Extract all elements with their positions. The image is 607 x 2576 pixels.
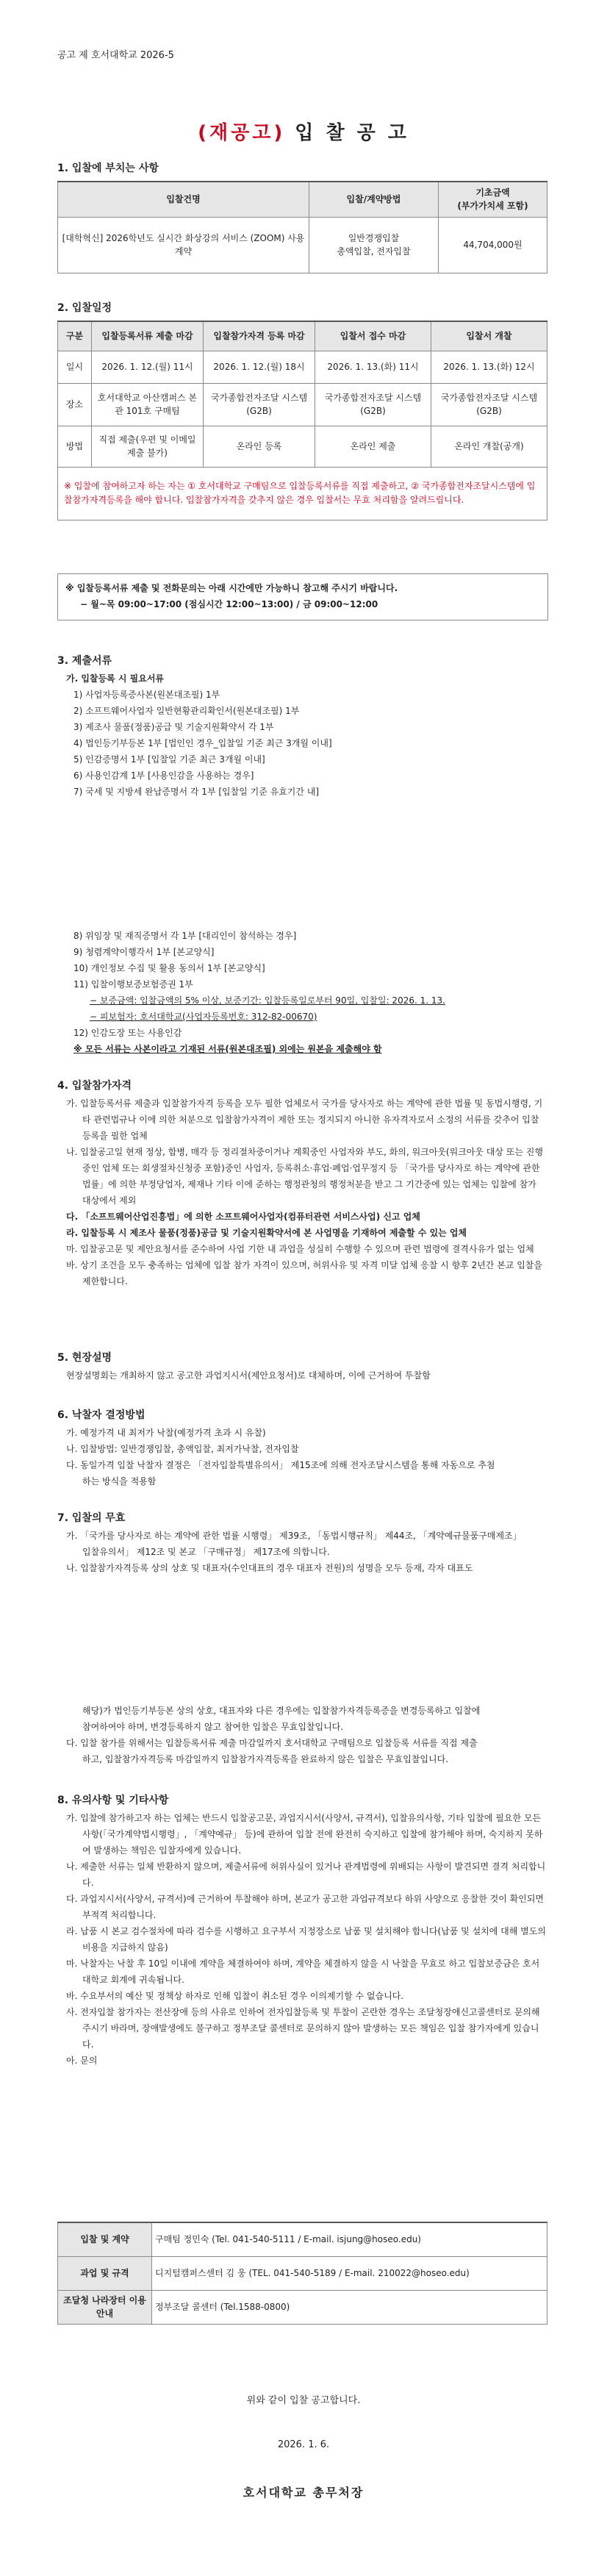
section-4-heading: 4. 입찰참가자격 — [57, 1080, 132, 1092]
list-item: 6) 사용인감계 1부 [사용인감을 사용하는 경우] — [73, 770, 254, 781]
list-item: 7) 국세 및 지방세 완납증명서 각 1부 [입찰일 기준 유효기간 내] — [73, 787, 320, 797]
list-item: 11) 입찰이행보증보험증권 1부 — [73, 979, 193, 990]
issuer-signature: 호서대학교 총무처장 — [243, 2486, 364, 2500]
note-item: 나. 제출한 서류는 일체 반환하지 않으며, 제출서류에 허위사실이 있거나 관계법령에 위배되는 사항이 발견되면 결격 처리합니다. — [66, 1861, 546, 1888]
list-item: 10) 개인정보 수집 및 활용 동의서 1부 [본교양식] — [73, 963, 265, 973]
winner-selection: 가. 예정가격 내 최저가 낙찰(예정가격 초과 시 유찰) 나. 입찰방법: 일반경쟁입찰, 총액입찰, 최저가낙찰, 전자입찰 다. 동일가격 입찰 낙찰자 결정은 「전자입찰특별유의서」 제15조에 의해 전자조달시스템을 통해 자동으로 추첨 하는 방식을 적용함 — [66, 1428, 495, 1486]
section-7-heading: 7. 입찰의 무효 — [57, 1512, 126, 1524]
note-item: 사. 전자입찰 참가자는 전산장애 등의 사유로 인하여 전자입찰등록 및 투찰이 곤란한 경우는 조달청장애신고콜센터로 문의해 주시기 바라며, 장애발생에도 불구하고 정부조달 콜센터로 문의하지 않아 발생하는 모든 책임은 입찰 참가자에게 있습니다. — [66, 2007, 540, 2050]
list-item: 5) 인감증명서 1부 [입찰일 기준 최근 3개월 이내] — [73, 754, 265, 765]
table-row: 장소 호서대학교 아산캠퍼스 본관 101호 구매팀 국가종합전자조달 시스템(G2B) 국가종합전자조달 시스템(G2B) 국가종합전자조달 시스템(G2B) — [58, 383, 547, 426]
page-title — [0, 118, 607, 145]
list-item: 9) 청렴계약이행각서 1부 [본교양식] — [73, 947, 215, 957]
contact-hours-box — [57, 573, 548, 620]
contact-hours-note: ※ 입찰등록서류 제출 및 전화문의는 아래 시간에만 가능하니 참고해 주시기 바랍니다. — [65, 583, 398, 593]
title-reannouncement: (재공고) — [198, 122, 286, 144]
table-row: 조달청 나라장터 이용안내 정부조달 콜센터 (Tel.1588-0800) — [58, 2290, 547, 2324]
eligibility — [57, 1095, 547, 1289]
section-8-heading: 8. 유의사항 및 기타사항 — [57, 1795, 169, 1806]
table-row: 방법 직접 제출(우편 및 이메일 제출 불가) 온라인 등록 온라인 제출 온라인 개찰(공개) — [58, 426, 547, 467]
col-submission-deadline: 입찰서 접수 마감 — [315, 321, 431, 351]
list-item: 12) 인감도장 또는 사용인감 — [73, 1028, 182, 1038]
note-item: 라. 납품 시 본교 검수절차에 따라 검수를 시행하고 요구부서 지정장소로 납품 및 설치해야 합니다(납품 및 설치에 대해 별도의 비용을 지급하지 않음) — [66, 1926, 546, 1953]
contact-hours-times: − 월~목 09:00~17:00 (점심시간 12:00~13:00) / 금 09:00~12:00 — [80, 599, 378, 609]
schedule-table — [57, 321, 547, 520]
section-3-heading: 3. 제출서류 — [57, 655, 112, 667]
schedule-warning: ※ 입찰에 참여하고자 하는 자는 ① 호서대학교 구매팀으로 입찰등록서류를 직접 제출하고, ② 국가종합전자조달시스템에 입찰참가자격등록을 해야 합니다. 입찰참가자격을 갖추지 않은 경우 입찰서는 무효 처리함을 알려드립니다. — [58, 467, 547, 520]
table-row: 입찰 및 계약 구매팀 정민숙 (Tel. 041-540-5111 / E-mail. isjung@hoseo.edu) — [58, 2222, 547, 2256]
bid-item-table — [57, 181, 547, 273]
note-item: 다. 과업지시서(사양서, 규격서)에 근거하여 투찰해야 하며, 본교가 공고한 과업규격보다 하위 사양으로 응찰한 것이 확인되면 부적격 처리합니다. — [66, 1894, 544, 1920]
list-item: 1) 사업자등록증사본(원본대조필) 1부 — [73, 690, 220, 700]
eligibility-item: 마. 입찰공고문 및 제안요청서를 준수하여 사업 기한 내 과업을 성실히 수행할 수 있으며 관련 법령에 결격사유가 없는 업체 — [66, 1244, 534, 1254]
col-category: 구분 — [58, 321, 92, 351]
section-1-heading: 1. 입찰에 부치는 사항 — [57, 162, 159, 174]
bid-name-value: [대학혁신] 2026학년도 실시간 화상강의 서비스 (ZOOM) 사용 계약 — [58, 217, 309, 273]
original-documents-note: ※ 모든 서류는 사본이라고 기재된 서류(원본대조필) 외에는 원본을 제출해야 함 — [73, 1044, 382, 1054]
table-row: 일시 2026. 1. 12.(월) 11시 2026. 1. 12.(월) 18시 2026. 1. 13.(화) 11시 2026. 1. 13.(화) 12시 — [58, 351, 547, 383]
col-bid-method: 입찰/계약방법 — [309, 182, 439, 217]
eligibility-item: 라. 입찰등록 시 제조사 물품(정품)공급 및 기술지원확약서에 본 사업명을 기재하여 제출할 수 있는 업체 — [66, 1228, 467, 1238]
list-item: 8) 위임장 및 재직증명서 각 1부 [대리인이 참석하는 경우] — [73, 931, 297, 941]
list-item: 4) 법인등기부등본 1부 [법인인 경우_입찰일 기준 최근 3개월 이내] — [73, 738, 332, 748]
required-documents-continued — [57, 928, 547, 1057]
note-item: 마. 낙찰자는 낙찰 후 10일 이내에 계약을 체결하여야 하며, 계약을 체결하지 않을 시 낙찰을 무효로 하고 입찰보증금은 호서대학교 회계에 귀속됩니다. — [66, 1958, 540, 1985]
contact-table — [57, 2222, 547, 2325]
bond-insured: − 피보험자: 호서대학교(사업자등록번호: 312-82-00670) — [90, 1012, 317, 1022]
base-price-value: 44,704,000원 — [439, 217, 547, 273]
table-row: 과업 및 규격 디지털캠퍼스센터 김 웅 (TEL. 041-540-5189 / E-mail. 210022@hoseo.edu) — [58, 2256, 547, 2290]
title-main: 입 찰 공 고 — [285, 122, 409, 144]
col-doc-deadline: 입찰등록서류 제출 마감 — [92, 321, 204, 351]
list-item: 2) 소프트웨어사업자 일반현황관리확인서(원본대조필) 1부 — [73, 706, 300, 716]
note-item: 가. 입찰에 참가하고자 하는 업체는 반드시 입찰공고문, 과업지시서(사양서, 규격서), 입찰유의사항, 기타 입찰에 필요한 모든 사항(「국가계약법시행령」, 「계약예규」 등)에 관하여 입찰 전에 완전히 숙지하고 입찰에 참가해야 하며, 숙지하지 못하여 발생하는 책임은 입찰자에게 있습니다. — [66, 1813, 543, 1856]
col-base-price: 기초금액 (부가가치세 포함) — [439, 182, 547, 217]
inquiry-heading: 아. 문의 — [66, 2056, 98, 2066]
list-item: 3) 제조사 물품(정품)공급 및 기술지원확약서 각 1부 — [73, 722, 274, 732]
eligibility-item: 나. 입찰공고일 현재 정상, 합병, 매각 등 정리절차중이거나 계획중인 사업자와 부도, 화의, 워크아웃(워크아웃 대상 또는 진행중인 업체 또는 회생절차신청중 포함)중인 사업자, 등록취소·휴업·폐업·업무정지 등 「국가를 당사자로 하는 계약에 관한 법률」에 의한 부정당업자, 제재나 기타 이에 준하는 행정관청의 행정처분을 받고 그 기간중에 있는 업체는 입찰에 참가 대상에서 제외 — [66, 1147, 543, 1206]
col-bid-name: 입찰건명 — [58, 182, 309, 217]
notes — [57, 1810, 547, 2069]
invalid-bid-continued: 해당)가 법인등기부등본 상의 상호, 대표자와 다른 경우에는 입찰참가자격등록증을 변경등록하고 입찰에 참여하여야 하며, 변경등록하지 않고 참여한 입찰은 무효입찰입니다. 다. 입찰 참가를 위해서는 입찰등록서류 제출 마감일까지 호서대학교 구매팀으로 입찰등록 서류를 직접 제출 하고, 입찰참가자격등록 마감일까지 입찰참가자격등록을 완료하지 않은 입찰은 무효입찰입니다. — [66, 1706, 481, 1764]
section-5-heading: 5. 현장설명 — [57, 1352, 112, 1364]
required-documents — [57, 670, 547, 800]
section-2-heading: 2. 입찰일정 — [57, 302, 112, 314]
invalid-bid: 가. 「국가를 당사자로 하는 계약에 관한 법률 시행령」 제39조, 「동법시행규칙」 제44조, 「계약예규물품구매제조」 입찰유의서」 제12조 및 본교 「구매규정」 제17조에 의합니다. 나. 입찰참가자격등록 상의 상호 및 대표자(수인대표의 경우 대표자 전원)의 성명을 모두 등재, 각자 대표도 — [66, 1531, 522, 1573]
eligibility-item: 바. 상기 조건을 모두 충족하는 업체에 입찰 참가 자격이 있으며, 허위사유 및 자격 미달 업체 응찰 시 향후 2년간 본교 입찰을 제한합니다. — [66, 1260, 542, 1287]
closing-statement: 위와 같이 입찰 공고합니다. — [246, 2395, 361, 2406]
eligibility-item: 가. 입찰등록서류 제출과 입찰참가자격 등록을 모두 필한 업체로서 국가를 당사자로 하는 계약에 관한 법률 및 동법시행령, 기타 관련법규나 이에 의한 처분으로 입찰참가자격이 제한 또는 정지되지 아니한 유자격자로서 소정의 서류를 갖추어 입찰등록을 필한 업체 — [66, 1098, 543, 1141]
announcement-date: 2026. 1. 6. — [277, 2439, 330, 2450]
col-opening: 입찰서 개찰 — [431, 321, 547, 351]
eligibility-item: 다. 「소프트웨어산업진흥법」에 의한 소프트웨어사업자(컴퓨터관련 서비스사업) 신고 업체 — [66, 1212, 420, 1222]
col-registration-deadline: 입찰참가자격 등록 마감 — [204, 321, 315, 351]
note-item: 바. 수요부서의 예산 및 정책상 하자로 인해 입찰이 취소된 경우 이의제기할 수 없습니다. — [66, 1991, 404, 2001]
section-6-heading: 6. 낙찰자 결정방법 — [57, 1409, 146, 1421]
required-documents-subheading: 가. 입찰등록 시 필요서류 — [66, 673, 165, 684]
bid-method-value: 일반경쟁입찰 총액입찰, 전자입찰 — [309, 217, 439, 273]
announcement-number: 공고 제 호서대학교 2026-5 — [57, 50, 174, 61]
site-briefing: 현장설명회는 개최하지 않고 공고한 과업지시서(제안요청서)로 대체하며, 이에 근거하여 투찰함 — [66, 1370, 431, 1381]
bond-details: − 보증금액: 입찰금액의 5% 이상, 보증기간: 입찰등록일로부터 90일, 입찰일: 2026. 1. 13. — [90, 995, 445, 1006]
